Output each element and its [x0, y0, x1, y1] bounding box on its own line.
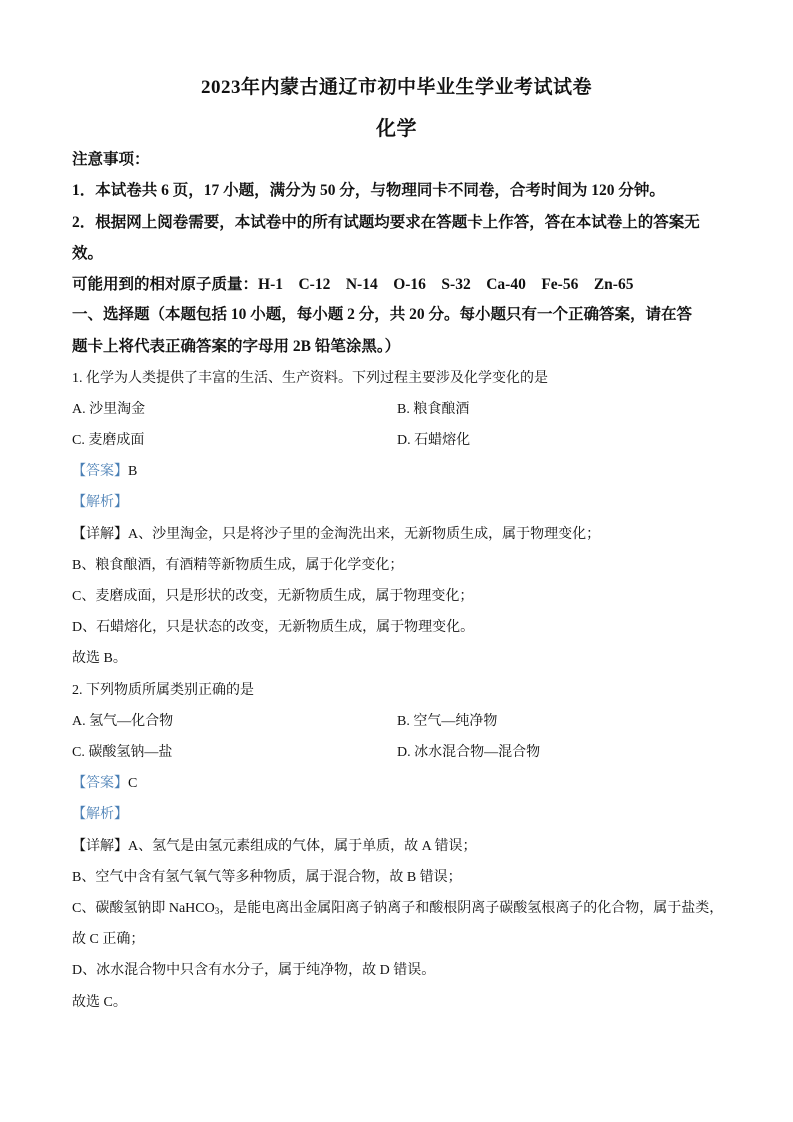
q1-detail-a-text: A、沙里淘金，只是将沙子里的金淘洗出来，无新物质生成，属于物理变化； — [128, 527, 601, 542]
notice-item-2-cont: 效。 — [72, 245, 104, 262]
q1-conclusion: 故选 B。 — [72, 651, 127, 666]
atomic-mass-s: S-32 — [441, 276, 471, 293]
atomic-masses — [72, 275, 633, 295]
atomic-mass-zn: Zn-65 — [593, 276, 634, 293]
atomic-mass-h: H-1 — [258, 276, 283, 293]
atomic-mass-c: C-12 — [298, 276, 331, 293]
q1-option-a: A. 沙里淘金 — [72, 402, 146, 417]
atomic-mass-o: O-16 — [393, 276, 426, 293]
notice-item-1: 1．本试卷共 6 页，17 小题，满分为 50 分，与物理同卡不同卷，合考时间为 120 分钟。 — [72, 182, 665, 199]
section-heading: 一、选择题（本题包括 10 小题，每小题 2 分，共 20 分。每小题只有一个正确答案，请在答 — [72, 306, 693, 323]
exam-title: 2023年内蒙古通辽市初中毕业生学业考试试卷 — [200, 77, 592, 98]
q2-answer — [72, 774, 137, 794]
q2-detail-c-cont: 故 C 正确； — [72, 932, 145, 947]
atomic-masses-label: 可能用到的相对原子质量： — [72, 276, 259, 293]
notice-heading: 注意事项： — [72, 151, 150, 168]
analysis-label: 【解析】 — [72, 807, 128, 822]
atomic-mass-fe: Fe-56 — [541, 276, 579, 293]
q1-answer — [72, 462, 137, 482]
answer-label: 【答案】 — [72, 776, 128, 791]
q2-analysis — [72, 805, 128, 825]
q2-detail-d: D、冰水混合物中只含有水分子，属于纯净物，故 D 错误。 — [72, 963, 436, 978]
exam-subject: 化学 — [376, 118, 417, 140]
q2-conclusion: 故选 C。 — [72, 995, 127, 1010]
detail-label: 【详解】 — [72, 839, 128, 854]
q1-option-c: C. 麦磨成面 — [72, 433, 145, 448]
q2-option-c: C. 碳酸氢钠—盐 — [72, 745, 173, 760]
q1-analysis — [72, 493, 128, 513]
atomic-mass-ca: Ca-40 — [486, 276, 526, 293]
q2-detail-a — [72, 837, 476, 857]
q1-detail-a — [72, 525, 600, 545]
q2-option-b: B. 空气—纯净物 — [397, 714, 498, 729]
q1-detail-d: D、石蜡熔化，只是状态的改变，无新物质生成，属于物理变化。 — [72, 620, 475, 635]
q2-option-a: A. 氢气—化合物 — [72, 714, 174, 729]
q2-answer-value: C — [128, 776, 138, 791]
q2-option-d: D. 冰水混合物—混合物 — [397, 745, 541, 760]
q2-detail-c — [72, 899, 723, 921]
question-2-stem: 2. 下列物质所属类别正确的是 — [72, 683, 254, 698]
question-1-stem: 1. 化学为人类提供了丰富的生活、生产资料。下列过程主要涉及化学变化的是 — [72, 371, 548, 386]
q2-detail-a-text: A、氢气是由氢元素组成的气体，属于单质，故 A 错误； — [128, 839, 477, 854]
q2-detail-c-text: C、碳酸氢钠即 NaHCO — [72, 901, 215, 916]
subscript: 3 — [214, 906, 220, 916]
q2-detail-b: B、空气中含有氢气氧气等多种物质，属于混合物，故 B 错误； — [72, 870, 462, 885]
q2-detail-c-rest: ，是能电离出金属阳离子钠离子和酸根阴离子碳酸氢根离子的化合物，属于盐类， — [219, 901, 724, 916]
notice-item-2: 2．根据网上阅卷需要，本试卷中的所有试题均要求在答题卡上作答，答在本试卷上的答案无 — [72, 214, 700, 231]
answer-label: 【答案】 — [72, 464, 128, 479]
q1-option-d: D. 石蜡熔化 — [397, 433, 471, 448]
q1-detail-b: B、粮食酿酒，有酒精等新物质生成，属于化学变化； — [72, 558, 404, 573]
section-heading-cont: 题卡上将代表正确答案的字母用 2B 铅笔涂黑。） — [72, 338, 401, 355]
detail-label: 【详解】 — [72, 527, 128, 542]
analysis-label: 【解析】 — [72, 495, 128, 510]
q1-detail-c: C、麦磨成面，只是形状的改变，无新物质生成，属于物理变化； — [72, 589, 474, 604]
q1-option-b: B. 粮食酿酒 — [397, 402, 470, 417]
q1-answer-value: B — [128, 464, 138, 479]
atomic-mass-n: N-14 — [345, 276, 378, 293]
